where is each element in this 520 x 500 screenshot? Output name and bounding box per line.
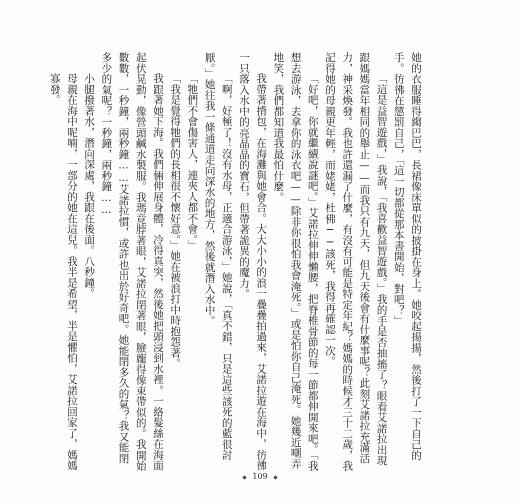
paragraph: 「好吧，你就繼續說謎吧。」艾諾拉伸伸懶腰，把脊椎骨節的每一節都伸開來吧。「我想去游泳，去拿你的泳衣吧——除非你很怕我會淹死。」或是怕你自己淹死。她幾近嘲弄地笑，我們都知道我最怕什麼。 (272, 52, 319, 471)
ornament-diamond-icon (242, 475, 246, 479)
paragraph: 母親在海中呢喃，一部分的她在這兒。我半是希望，半是懼怕，艾諾拉回家了，媽媽 (65, 73, 78, 471)
paragraph: 寡發。 (48, 73, 61, 106)
page-number-text: 109 (252, 472, 268, 481)
paragraph: 我帶著揹包，在海灘與她會合。大大小小的浪一疊疊拍過來，艾諾拉遊在海中，彷彿一只落入水中的亮晶晶的寶石，但帶著詭異的魔力。 (237, 52, 268, 471)
paragraph: 她的衣服睡得縐巴巴，長裙像床單似的披掛在身上。她咬起揚揚，然後打了一下自己的手。彷彿在懲罰自己，「這一切都從那本書開始，對吧？」 (392, 52, 422, 461)
body-text (48, 52, 424, 472)
ornament-diamond-icon (274, 475, 278, 479)
paragraph: 「這是益智遊戲，」我說，「我喜歡益智遊戲。」我的手是否抽搐了？眼看艾諾拉出現跟媽媽當年相同的舉止——而我只有九天，但九天後會有什麼事呢？此刻艾諾拉充滿活力，神采煥發。我也許還漏了什麼，有沒有可能是特定年紀？媽媽的時候才三十二歲，我記得她的母親更年輕，而姥姥，杜佛──該死，我得再確認一次。 (323, 52, 388, 472)
paragraph: 「啊，好極了！沒有水母，正適合游泳，」她說，「真不錯，只是這些該死的藍很討厭。」她往我一條通道走向深水的地方，然後就潛入水中。 (203, 52, 233, 461)
page-number (0, 472, 520, 481)
paragraph: 「我是覺得牠們的長相很不懷好意。」她在被浪打中時抱怨著。 (169, 73, 182, 369)
paragraph: 「牠們不會傷害人，連夾人都不會。」 (186, 73, 199, 251)
paragraph: 我跟著她下海。我們倆伸展身體，冷得真突，然後她把頭浸到水裡。一絡髮絲在海面起伏晃動，像營頭鹹水製服。我瑪竟脖著眼，艾諾拉閉著眼，臉龐得像束帶似的。我開始數數，一秒鐘，兩秒鐘……艾諾拉慣，或許也出於好奇吧。她能閉多久的氣？我又能閉多少的氣呢？一秒鐘，兩秒鐘…… (100, 52, 164, 472)
paragraph: 小腿撥著水，潛向深處，我跟在後面。八秒鐘。 (83, 73, 96, 299)
